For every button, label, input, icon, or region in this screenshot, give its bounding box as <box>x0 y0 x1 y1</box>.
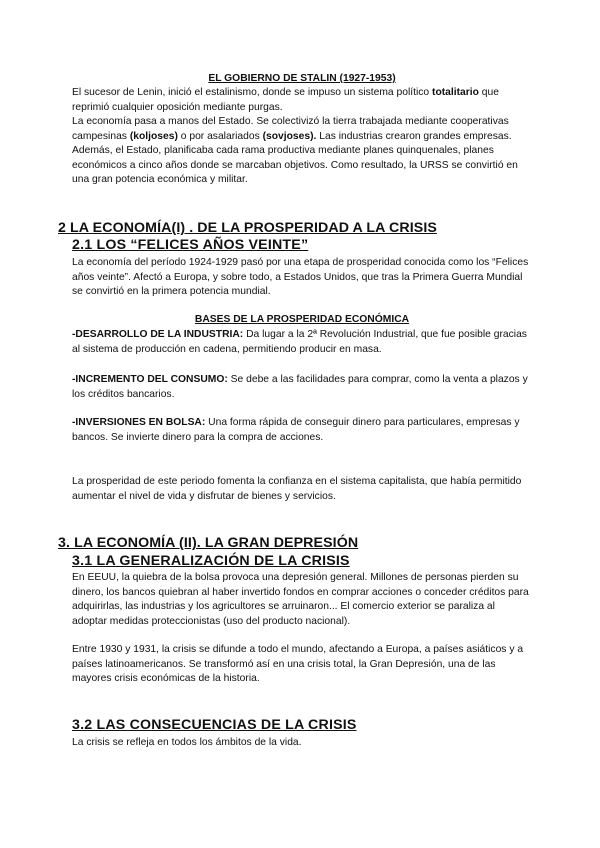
industria-label: -DESARROLLO DE LA INDUSTRIA: <box>72 329 244 340</box>
consumo-item <box>72 373 532 402</box>
section-3-2-heading: 3.2 LAS CONSECUENCIAS DE LA CRISIS <box>72 717 357 733</box>
stalin-paragraph-1 <box>72 86 532 115</box>
section-3-2-paragraph-1: La crisis se refleja en todos los ámbitos de la vida. <box>72 737 302 748</box>
consumo-text: Se debe a las facilidades para comprar, como la venta a plazos y los créditos bancarios. <box>72 374 528 400</box>
stalin-paragraph-2 <box>72 115 532 188</box>
bolsa-label: -INVERSIONES EN BOLSA: <box>72 417 206 428</box>
section-3-1-paragraph-1: En EEUU, la quiebra de la bolsa provoca una depresión general. Millones de personas pierden su dinero, los bancos quiebran al haber invertido fondos en comprar acciones o conceder créditos para adquirirlas, las industrias y los agricultores se arruinaron... El comercio exterior se paraliza al adoptar medidas proteccionistas (uso del producto nacional). <box>72 572 529 627</box>
consumo-label: -INCREMENTO DEL CONSUMO: <box>72 374 228 385</box>
bolsa-text: Una forma rápida de conseguir dinero para particulares, empresas y bancos. Se invierte dinero para la compra de acciones. <box>72 417 520 443</box>
koljoses-term: (koljoses) <box>129 130 178 142</box>
section-2-1-heading: 2.1 LOS “FELICES AÑOS VEINTE” <box>72 237 309 253</box>
stalin-p1-text: El sucesor de Lenin, inició el estalinismo, donde se impuso un sistema político <box>72 87 433 98</box>
industria-item <box>72 328 532 357</box>
section-3-1-heading: 3.1 LA GENERALIZACIÓN DE LA CRISIS <box>72 553 350 569</box>
stalin-p1-text-end: que reprimió cualquier oposición mediante purgas. <box>72 87 499 113</box>
section-3-1-paragraph-2: Entre 1930 y 1931, la crisis se difunde a todo el mundo, afectando a Europa, a países asiáticos y a países latinoamericanos. Se transformó así en una crisis total, la Gran Depresión, una de las mayores crisis económicas de la historia. <box>72 644 524 685</box>
bases-title: BASES DE LA PROSPERIDAD ECONÓMICA <box>194 314 410 325</box>
industria-text: Da lugar a la 2ª Revolución Industrial, que fue posible gracias al sistema de producción en cadena, permitiendo producir en masa. <box>72 329 527 355</box>
bolsa-item <box>72 416 532 445</box>
stalin-p2-text: La economía pasa a manos del Estado. Se colectivizó la tierra trabajada mediante cooperativas campesinas <box>72 116 509 142</box>
section-2-heading: 2 LA ECONOMÍA(I) . DE LA PROSPERIDAD A LA CRISIS <box>58 220 437 236</box>
stalin-p1-bold: totalitario <box>432 87 479 98</box>
sovjoses-term: (sovjoses). <box>262 130 317 142</box>
section-2-conclusion: La prosperidad de este periodo fomenta la confianza en el sistema capitalista, que había permitido aumentar el nivel de vida y disfrutar de bienes y servicios. <box>72 476 522 502</box>
stalin-p2-text-mid: o por asalariados <box>177 130 263 142</box>
stalin-p2-text-end: Las industrias crearon grandes empresas. Además, el Estado, planificaba cada rama productiva mediante planes quinquenales, planes económicos a cinco años donde se marcaban objetivos. Como resultado, la URSS se convirtió en una gran potencia económica y militar. <box>72 130 518 186</box>
section-2-intro: La economía del período 1924-1929 pasó por una etapa de prosperidad conocida como los “Felices años veinte”. Afectó a Europa, y sobre todo, a Estados Unidos, que tras la Primera Guerra Mundial se convirtió en la primera potencia mundial. <box>72 257 529 298</box>
stalin-title: EL GOBIERNO DE STALIN (1927-1953) <box>208 73 396 84</box>
section-3-heading: 3. LA ECONOMÍA (II). LA GRAN DEPRESIÓN <box>58 535 359 551</box>
